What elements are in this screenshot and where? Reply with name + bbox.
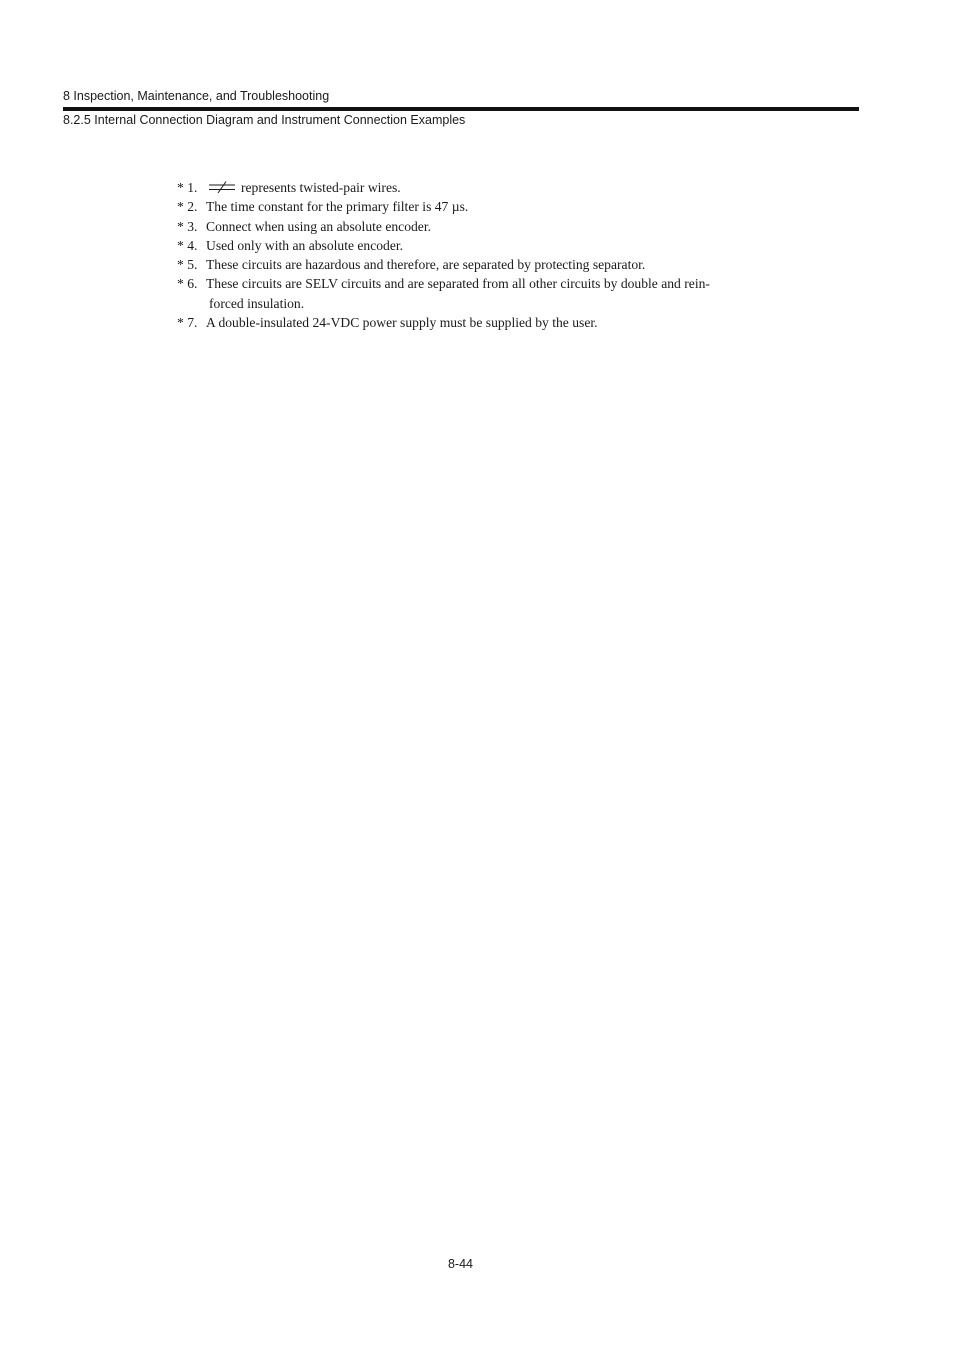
footnote-line: A double-insulated 24-VDC power supply must be supplied by the user. bbox=[206, 315, 598, 331]
footnote-7 bbox=[177, 313, 757, 332]
footnote-line: Used only with an absolute encoder. bbox=[206, 237, 404, 253]
footnote-5 bbox=[177, 255, 757, 274]
twisted-pair-wires-symbol-icon bbox=[209, 181, 235, 193]
footnote-marker: * 3. bbox=[177, 218, 198, 234]
footnote-marker: * 6. bbox=[177, 276, 198, 292]
footnote-marker: * 2. bbox=[177, 199, 198, 215]
footnote-marker: * 1. bbox=[177, 180, 198, 195]
footnote-line-continuation: forced insulation. bbox=[209, 295, 305, 311]
footnote-4 bbox=[177, 236, 757, 255]
footnote-3 bbox=[177, 217, 757, 236]
footnote-text bbox=[206, 313, 757, 332]
footnote-text bbox=[206, 236, 757, 255]
footnote-line: These circuits are SELV circuits and are separated from all other circuits by double and rein- bbox=[206, 276, 710, 292]
footnote-line: The time constant for the primary filter is 47 µs. bbox=[206, 199, 469, 215]
header-section-title: 8.2.5 Internal Connection Diagram and Instrument Connection Examples bbox=[63, 113, 466, 127]
footnotes-list bbox=[177, 178, 757, 332]
footnote-marker: * 5. bbox=[177, 257, 198, 273]
header-rule bbox=[63, 107, 859, 111]
footnote-text bbox=[206, 255, 757, 274]
footnote-line bbox=[206, 178, 757, 197]
footnote-6 bbox=[177, 274, 757, 313]
footnote-1 bbox=[177, 178, 757, 197]
footnote-text bbox=[206, 178, 757, 197]
footnote-line-text: represents twisted-pair wires. bbox=[241, 180, 401, 195]
footnote-marker: * 4. bbox=[177, 237, 198, 253]
footnote-text bbox=[206, 274, 757, 313]
page-number: 8-44 bbox=[447, 1257, 474, 1271]
footnote-marker: * 7. bbox=[177, 315, 198, 331]
footnote-text bbox=[206, 217, 757, 236]
footnote-line: Connect when using an absolute encoder. bbox=[206, 218, 431, 234]
footnote-line: These circuits are hazardous and therefore, are separated by protecting separator. bbox=[206, 257, 646, 273]
footnote-text bbox=[206, 197, 757, 216]
header-chapter-title: 8 Inspection, Maintenance, and Troubleshooting bbox=[63, 89, 330, 103]
footnote-2 bbox=[177, 197, 757, 216]
